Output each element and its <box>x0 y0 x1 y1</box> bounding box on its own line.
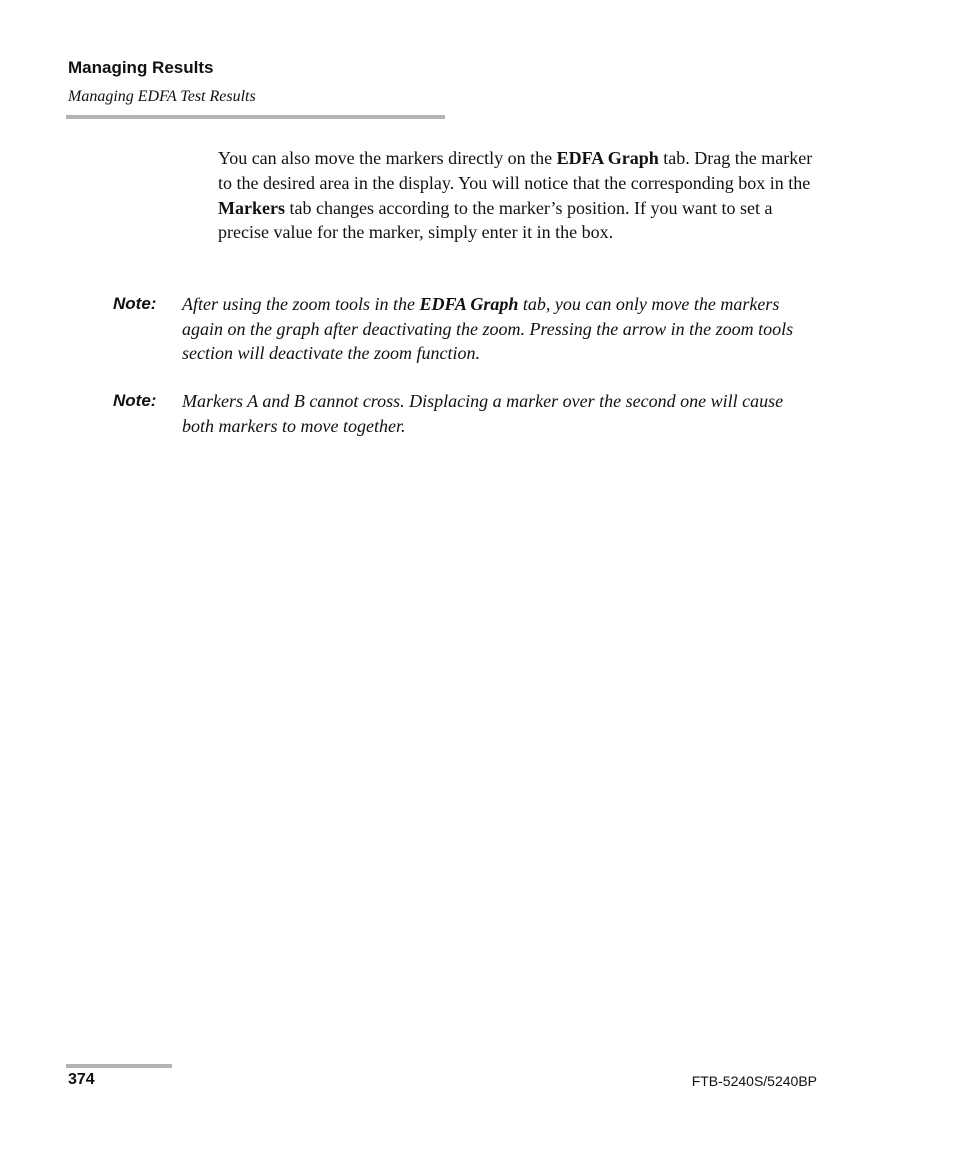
body-text-1: You can also move the markers directly on the <box>218 148 557 168</box>
note-label: Note: <box>113 391 157 410</box>
note-label: Note: <box>113 294 157 313</box>
footer-divider <box>66 1064 172 1068</box>
body-text-3: tab changes according to the marker’s position. If you want to set a precise value for the marker, simply enter it in the box. <box>218 197 773 243</box>
note-text-1: After using the zoom tools in the <box>182 294 420 314</box>
note-bold-edfa-graph: EDFA Graph <box>419 294 519 314</box>
header-divider <box>66 115 445 119</box>
page-number: 374 <box>68 1071 95 1088</box>
page-subsection-title: Managing EDFA Test Results <box>68 88 256 105</box>
body-bold-edfa-graph: EDFA Graph <box>556 148 659 168</box>
note-text-2: tab, you can only move the markers again on the graph after deactivating the zoom. Pressing the arrow in the zoom tools section will deactivate the zoom function. <box>182 294 794 363</box>
note-text <box>182 389 812 438</box>
page-section-title: Managing Results <box>68 58 214 77</box>
body-bold-markers: Markers <box>218 197 285 218</box>
body-paragraph <box>218 146 818 245</box>
note-text-1: Markers A and B cannot cross. Displacing a marker over the second one will cause both markers to move together. <box>182 391 784 436</box>
body-text-2: tab. Drag the marker to the desired area in the display. You will notice that the corresponding box in the <box>218 148 813 193</box>
product-name: FTB-5240S/5240BP <box>691 1073 817 1089</box>
note-text <box>182 292 812 366</box>
